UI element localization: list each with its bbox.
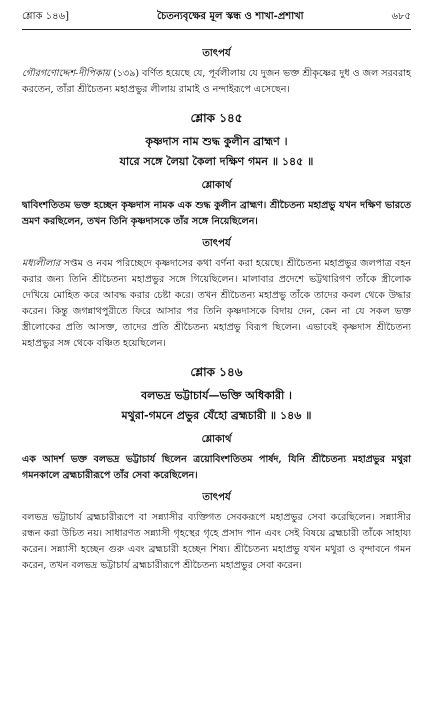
verse-line: কৃষ্ণদাস নাম শুদ্ধ কুলীন ব্রাহ্মণ । <box>145 135 288 148</box>
verse-reference: শ্লোক ১৪৬] <box>22 11 70 22</box>
verse-line: যারে সঙ্গে লৈয়া কৈলা দক্ষিণ গমন ॥ ১৪৫ ॥ <box>119 155 314 168</box>
purport-paragraph <box>22 66 411 98</box>
verse-line: মথুরা-গমনে প্রভুর যেঁহো ব্রহ্মচারী ॥ ১৪৬ ॥ <box>121 409 312 422</box>
verse-line: বলভদ্র ভট্টাচার্য—ভক্তি অধিকারী । <box>141 389 292 402</box>
purport-paragraph: বলভদ্র ভট্টাচার্য ব্রহ্মচারীরূপে বা সন্ন্যাসীর ব্যক্তিগত সেবকরূপে মহাপ্রভুর সেবা করেছিলেন। সন্ন্যাসীর রন্ধন করা উচিত নয়। সাধারণত সন্ন্যাসী গৃহস্থের গৃহে প্রসাদ পান এবং সেই বিষয়ে ব্রহ্মচারী তাঁকে সাহায্য করেন। সন্ন্যাসী হচ্ছেন গুরু এবং ব্রহ্মচারী হচ্ছেন শিষ্য। শ্রীচৈতন্য মহাপ্রভু যখন মথুরা ও বৃন্দাবনে গমন করেন, তখন বলভদ্র ভট্টাচার্য ব্রহ্মচারীরূপে শ্রীচৈতন্য মহাপ্রভুর সেবা করেন। <box>22 512 411 571</box>
verse-title: শ্লোক ১৪৬ <box>190 365 243 379</box>
purport-text: (১৩৯) বর্ণিত হয়েছে যে, পূর্বলীলায় যে দুজন ভক্ত শ্রীকৃষ্ণের দুধ ও জল সরবরাহ করতেন, তাঁরা শ্রীচৈতন্য মহাপ্রভুর লীলায় রামাই ও নন্দাইরূপে এসেছেন। <box>22 68 411 95</box>
translation-text: এক আদর্শ ভক্ত বলভদ্র ভট্টাচার্য ছিলেন ত্রয়োবিংশতিতম পার্ষদ, যিনি শ্রীচৈতন্য মহাপ্রভুর মথুরা গমনকালে ব্রহ্মচারীরূপে তাঁর সেবা করেছিলেন। <box>22 454 411 481</box>
verse-title: শ্লোক ১৪৫ <box>190 111 243 125</box>
translation-label: শ্লোকার্থ <box>201 434 232 445</box>
source-title: গৌরগণোদ্দেশ-দীপিকায় <box>22 68 111 79</box>
translation-text: দ্বাবিংশতিতম ভক্ত হচ্ছেন কৃষ্ণদাস নামক এক শুদ্ধ কুলীন ব্রাহ্মণ। শ্রীচৈতন্য মহাপ্রভু যখন দক্ষিণ ভারতে ভ্রমণ করছিলেন, তখন তিনি কৃষ্ণদাসকে তাঁর সঙ্গে নিয়েছিলেন। <box>22 200 411 227</box>
purport-label: তাৎপর্য <box>202 238 231 249</box>
translation-label: শ্লোকার্থ <box>201 180 232 191</box>
page-content <box>22 40 411 574</box>
chapter-title: চৈতন্যবৃক্ষের মূল স্কন্ধ ও শাখা-প্রশাখা <box>156 11 304 22</box>
source-title: মধ্যলীলার <box>22 258 61 269</box>
purport-paragraph <box>22 256 411 352</box>
purport-text: সপ্তম ও নবম পরিচ্ছেদে কৃষ্ণদাসের কথা বর্ণনা করা হয়েছে। শ্রীচৈতন্য মহাপ্রভুর জলপাত্র বহন করার জন্য তিনি শ্রীচৈতন্য মহাপ্রভুর সঙ্গে গিয়েছিলেন। মালাবার প্রদেশে ভট্টথারিগণ তাঁকে স্ত্রীলোক দেখিয়ে মোহিত করে আবদ্ধ করার চেষ্টা করে। তখন শ্রীচৈতন্য মহাপ্রভু তাঁকে তাদের কবল থেকে উদ্ধার করেন। কিন্তু জগন্নাথপুরীতে ফিরে আসার পর তিনি কৃষ্ণদাসকে বিদায় দেন, কেন না যে সকল ভক্ত স্ত্রীলোকের প্রতি আসক্ত, তাদের প্রতি শ্রীচৈতন্য মহাপ্রভু বিরূপ ছিলেন। এভাবেই কৃষ্ণদাস শ্রীচৈতন্য মহাপ্রভুর সঙ্গ থেকে বঞ্চিত হয়েছিলেন। <box>22 258 411 349</box>
page-number: ৬৮৫ <box>391 11 411 22</box>
running-header <box>22 9 411 30</box>
purport-label: তাৎপর্য <box>202 492 231 503</box>
purport-label: তাৎপর্য <box>202 48 231 59</box>
